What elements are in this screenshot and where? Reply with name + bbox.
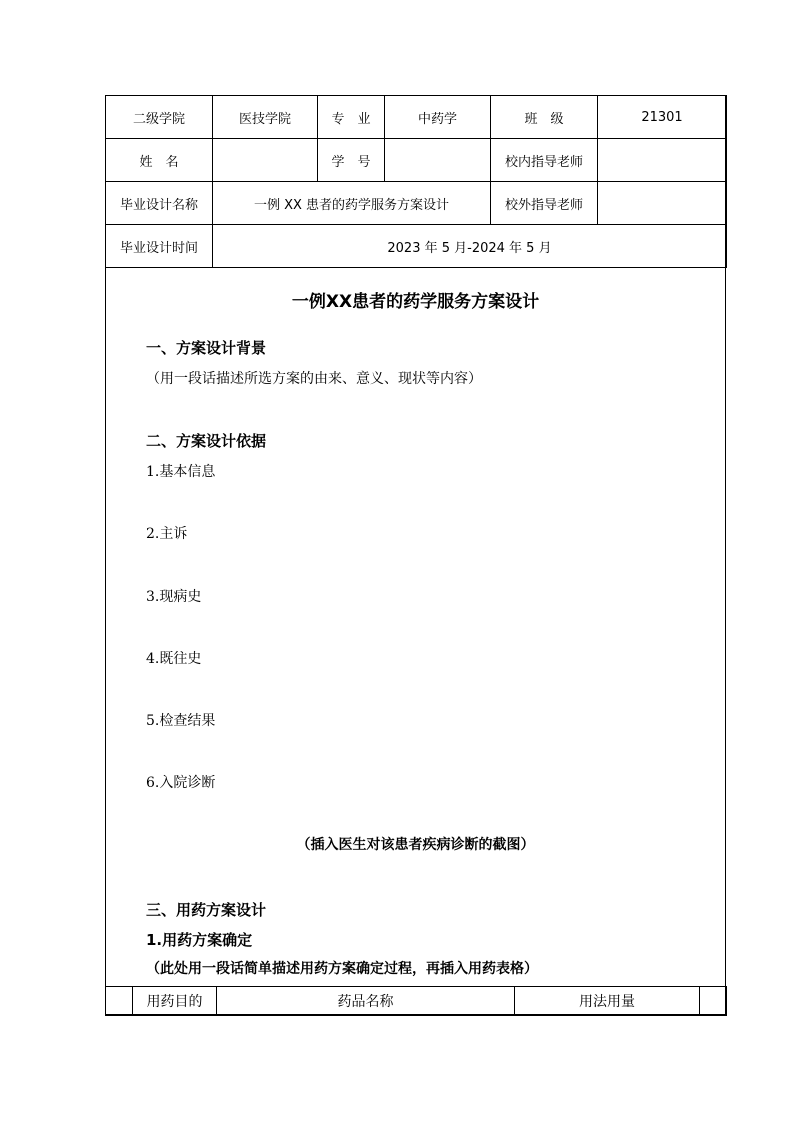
major-value: 中药学 <box>385 96 491 139</box>
section3-subheading: 1.用药方案确定 <box>146 931 253 949</box>
drug-header-purpose: 用药目的 <box>133 987 217 1016</box>
project-name-value: 一例 XX 患者的药学服务方案设计 <box>213 182 491 225</box>
section2-item-present-illness: 3.现病史 <box>146 589 202 605</box>
drug-table <box>105 986 727 1016</box>
name-label: 姓 名 <box>106 139 213 182</box>
info-table <box>105 95 727 268</box>
drug-table-blank-left <box>106 987 133 1016</box>
info-row-3 <box>106 182 727 225</box>
info-row-4 <box>106 225 727 268</box>
project-time-value: 2023 年 5 月-2024 年 5 月 <box>213 225 727 268</box>
class-value: 21301 <box>598 96 727 139</box>
section2-item-chief-complaint: 2.主诉 <box>146 526 188 542</box>
drug-table-blank-right <box>700 987 727 1016</box>
drug-header-dosage: 用法用量 <box>515 987 700 1016</box>
section2-item-basic-info: 1.基本信息 <box>146 464 216 480</box>
section1-note: （用一段话描述所选方案的由来、意义、现状等内容） <box>146 371 482 387</box>
info-row-1 <box>106 96 727 139</box>
section1-heading: 一、方案设计背景 <box>146 339 267 357</box>
section3-note: （此处用一段话简单描述用药方案确定过程，再插入用药表格） <box>146 961 538 977</box>
school-value: 医技学院 <box>213 96 318 139</box>
project-time-label: 毕业设计时间 <box>106 225 213 268</box>
class-label: 班 级 <box>491 96 598 139</box>
document-title: 一例XX患者的药学服务方案设计 <box>291 292 540 312</box>
section2-item-admission-diagnosis: 6.入院诊断 <box>146 775 216 791</box>
student-id-label: 学 号 <box>318 139 385 182</box>
drug-table-header-row <box>106 987 727 1016</box>
info-row-2 <box>106 139 727 182</box>
project-name-label: 毕业设计名称 <box>106 182 213 225</box>
inner-advisor-label: 校内指导老师 <box>491 139 598 182</box>
diagnosis-screenshot-note: （插入医生对该患者疾病诊断的截图） <box>296 837 535 853</box>
school-label: 二级学院 <box>106 96 213 139</box>
section2-item-past-history: 4.既往史 <box>146 651 202 667</box>
section2-heading: 二、方案设计依据 <box>146 432 267 450</box>
student-id-value <box>385 139 491 182</box>
name-value <box>213 139 318 182</box>
section3-heading: 三、用药方案设计 <box>146 901 267 919</box>
inner-advisor-value <box>598 139 727 182</box>
section2-item-exam-results: 5.检查结果 <box>146 713 216 729</box>
outer-advisor-label: 校外指导老师 <box>491 182 598 225</box>
major-label: 专 业 <box>318 96 385 139</box>
drug-header-name: 药品名称 <box>217 987 515 1016</box>
outer-advisor-value <box>598 182 727 225</box>
